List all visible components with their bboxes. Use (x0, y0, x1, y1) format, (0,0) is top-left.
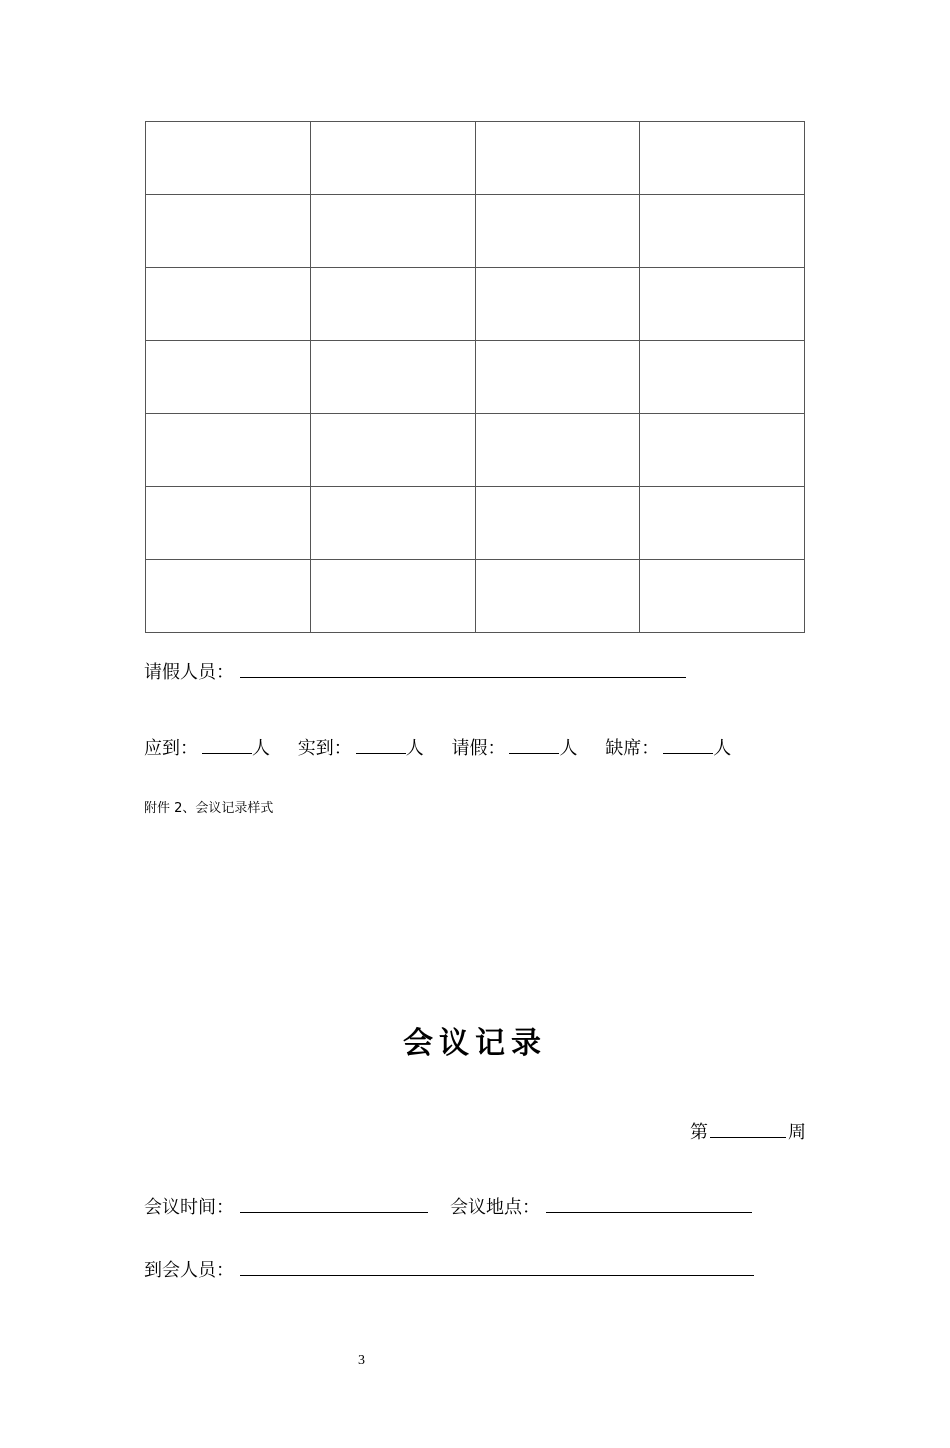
absent-count-unit: 人 (713, 738, 732, 759)
table-cell[interactable] (146, 268, 311, 341)
absent-count-blank[interactable] (663, 735, 713, 754)
leave-personnel-blank[interactable] (240, 659, 686, 678)
table-cell[interactable] (640, 560, 805, 633)
table-row (146, 341, 805, 414)
leave-count-label: 请假： (451, 738, 506, 759)
week-line (690, 1119, 806, 1145)
actual-attend-group (298, 738, 430, 759)
leave-count-blank[interactable] (509, 735, 559, 754)
actual-attend-blank[interactable] (356, 735, 406, 754)
table-cell[interactable] (146, 560, 311, 633)
actual-attend-unit: 人 (405, 738, 424, 759)
table-cell[interactable] (310, 195, 475, 268)
meeting-time-place-line (144, 1194, 752, 1220)
should-attend-blank[interactable] (202, 735, 252, 754)
appendix-label: 附件 2、会议记录样式 (144, 801, 274, 816)
table-cell[interactable] (640, 122, 805, 195)
leave-personnel-label: 请假人员： (144, 662, 234, 683)
meeting-place-blank[interactable] (546, 1194, 752, 1213)
table-cell[interactable] (146, 487, 311, 560)
table-row (146, 195, 805, 268)
table-cell[interactable] (640, 414, 805, 487)
absent-count-label: 缺席： (605, 738, 660, 759)
leave-count-unit: 人 (559, 738, 578, 759)
table-cell[interactable] (310, 268, 475, 341)
table-cell[interactable] (146, 122, 311, 195)
table-cell[interactable] (310, 122, 475, 195)
table-cell[interactable] (146, 414, 311, 487)
table-cell[interactable] (475, 195, 640, 268)
should-attend-label: 应到： (144, 738, 198, 759)
table-cell[interactable] (146, 341, 311, 414)
leave-personnel-line (144, 659, 686, 685)
week-suffix: 周 (788, 1122, 806, 1143)
table-cell[interactable] (475, 122, 640, 195)
should-attend-group (144, 738, 276, 759)
table-row (146, 414, 805, 487)
table-cell[interactable] (310, 560, 475, 633)
should-attend-unit: 人 (252, 738, 270, 759)
actual-attend-label: 实到： (297, 738, 352, 759)
table-cell[interactable] (640, 195, 805, 268)
table-cell[interactable] (640, 268, 805, 341)
attendees-blank[interactable] (240, 1257, 754, 1276)
week-blank[interactable] (710, 1119, 786, 1138)
table-row (146, 122, 805, 195)
table-cell[interactable] (310, 341, 475, 414)
absent-count-group (605, 738, 731, 759)
week-prefix: 第 (690, 1122, 708, 1143)
attendance-count-line (144, 735, 731, 761)
table-cell[interactable] (475, 414, 640, 487)
meeting-place-label: 会议地点： (450, 1197, 540, 1218)
table-cell[interactable] (640, 341, 805, 414)
table-cell[interactable] (475, 268, 640, 341)
table-row (146, 487, 805, 560)
meeting-time-blank[interactable] (240, 1194, 428, 1213)
table-cell[interactable] (640, 487, 805, 560)
table-row (146, 560, 805, 633)
table-cell[interactable] (475, 341, 640, 414)
leave-count-group (451, 738, 583, 759)
page-title: 会议记录 (403, 1026, 547, 1061)
table-cell[interactable] (475, 487, 640, 560)
table-cell[interactable] (146, 195, 311, 268)
table-cell[interactable] (475, 560, 640, 633)
attendees-label: 到会人员： (144, 1260, 234, 1281)
meeting-time-label: 会议时间： (144, 1197, 234, 1218)
attendees-line (144, 1257, 754, 1283)
table-cell[interactable] (310, 414, 475, 487)
table-cell[interactable] (310, 487, 475, 560)
page-number: 3 (358, 1353, 365, 1368)
table-row (146, 268, 805, 341)
attendance-sign-table (145, 121, 805, 633)
